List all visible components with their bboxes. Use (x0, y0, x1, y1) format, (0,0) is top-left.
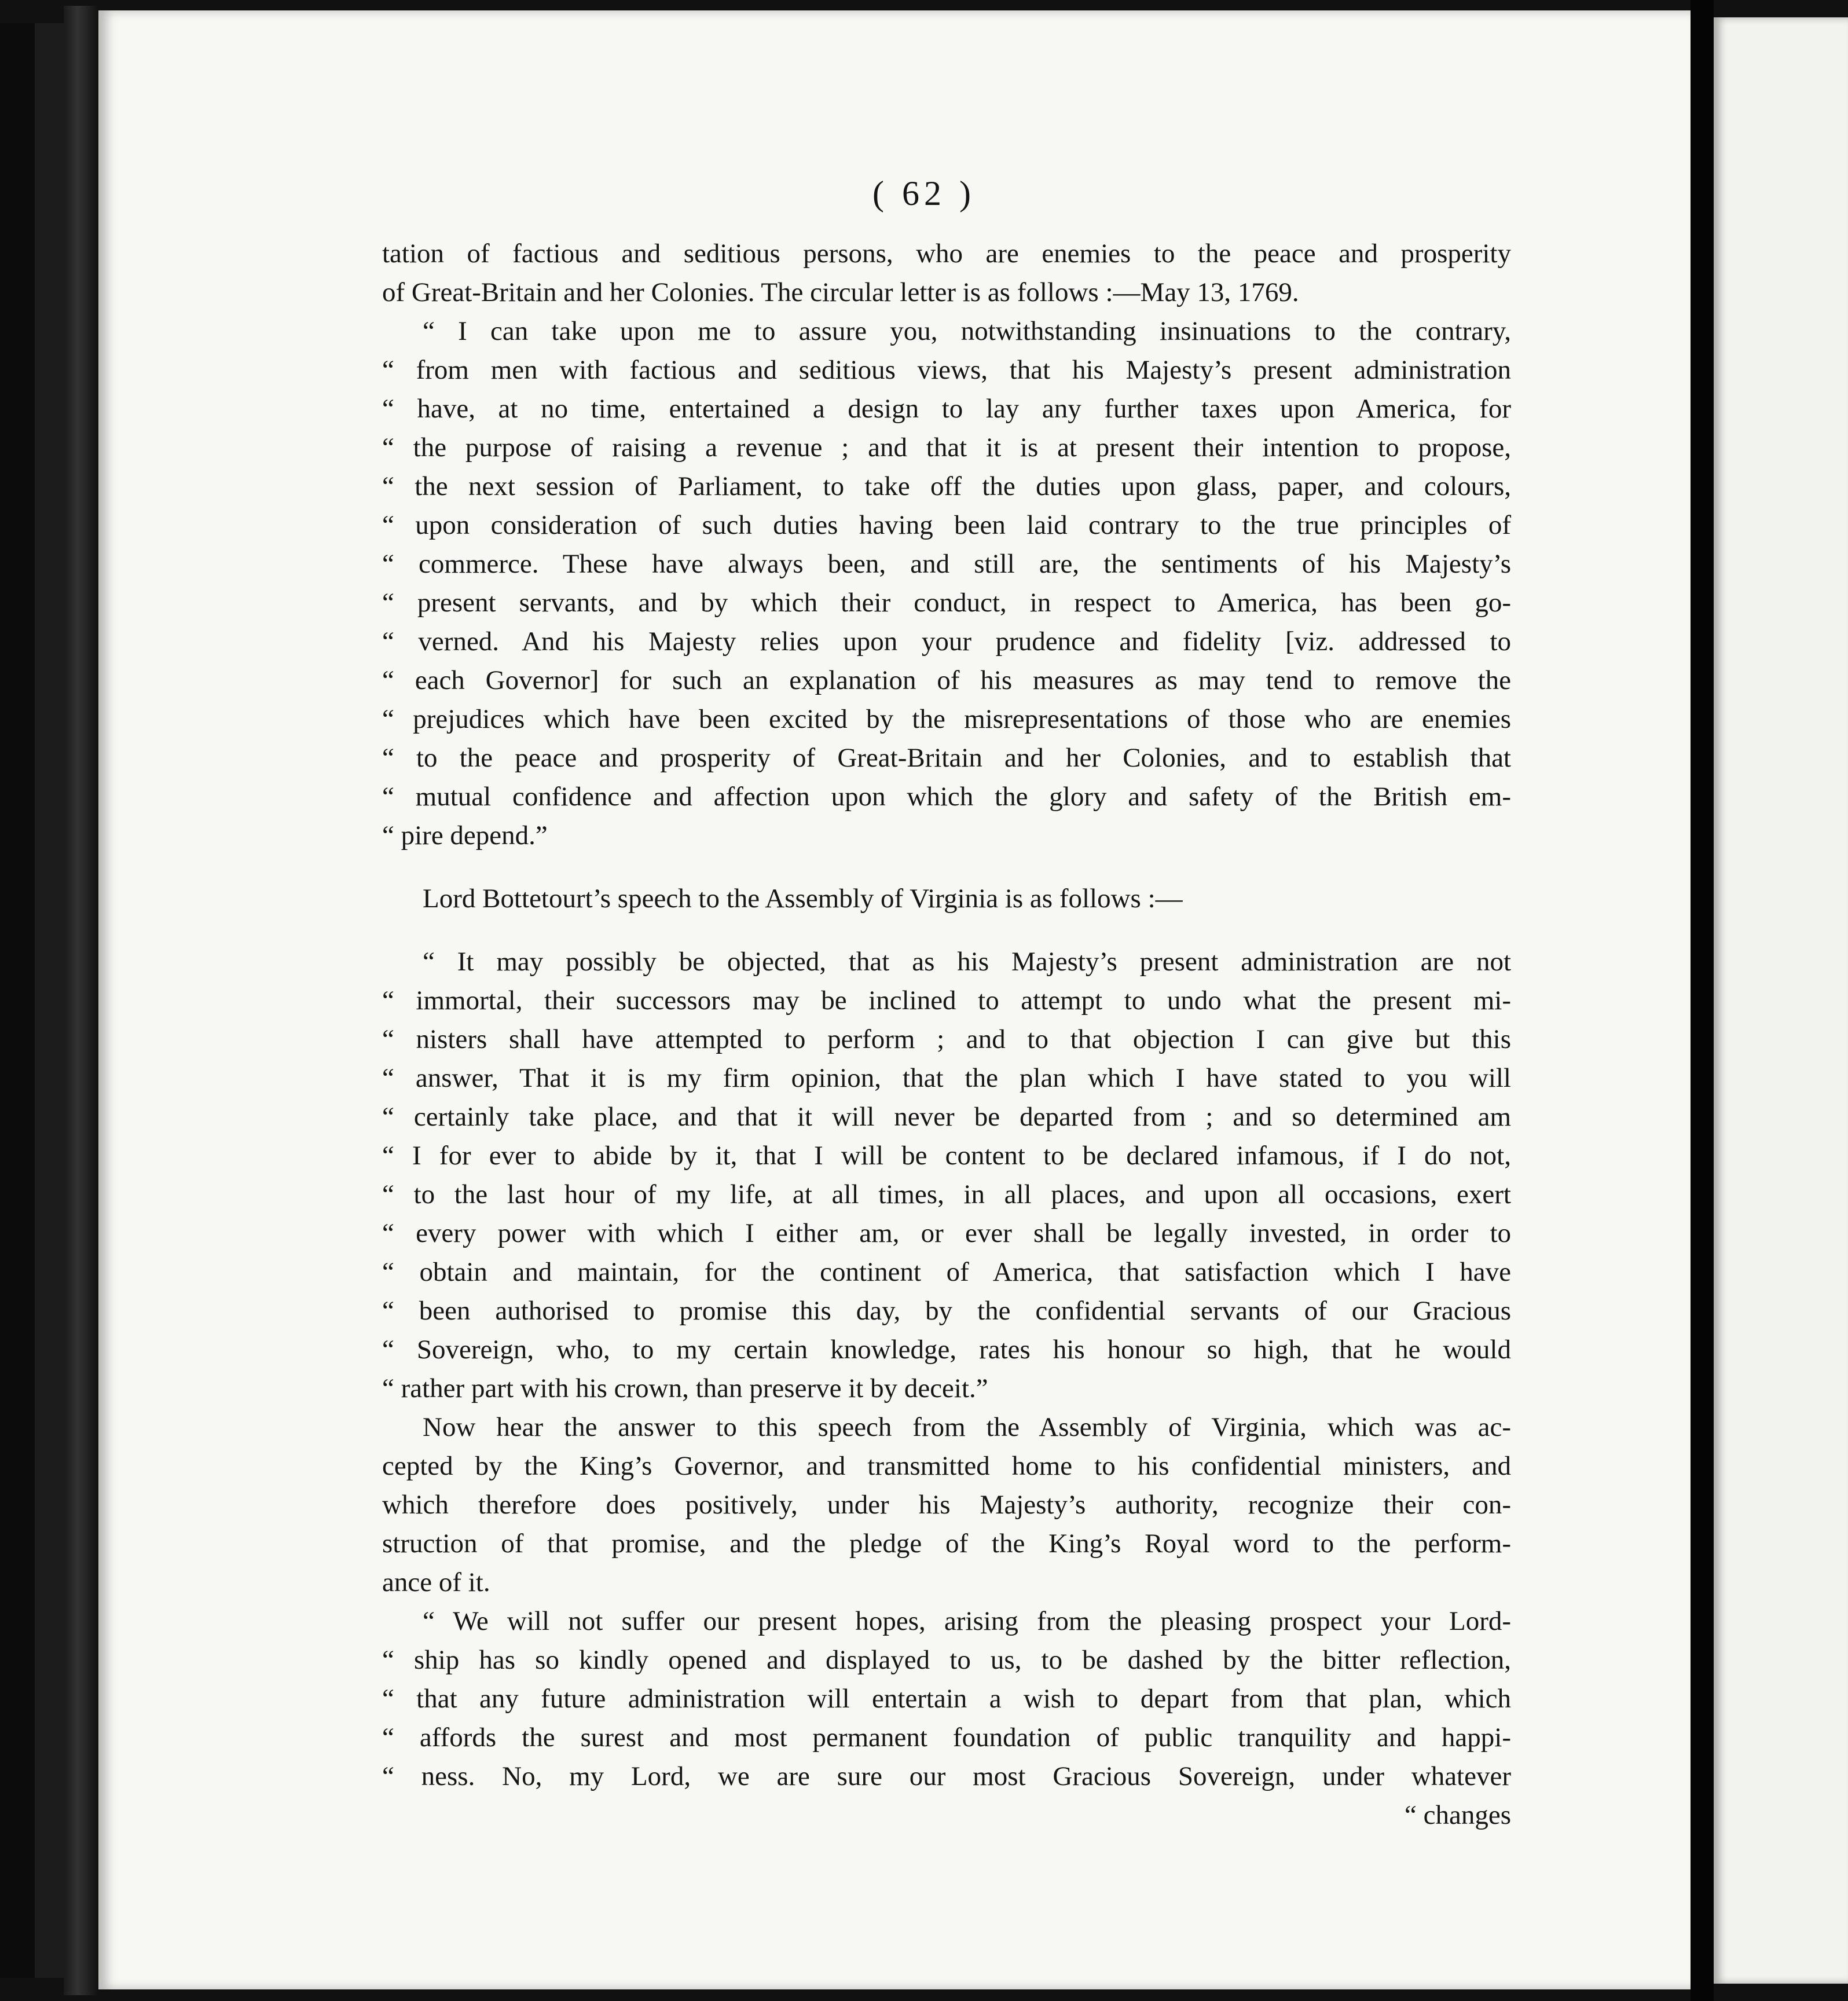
text-line: “ upon consideration of such duties having been laid contrary to the true principles of (382, 510, 1511, 540)
text-line: “ affords the surest and most permanent foundation of public tranquility and happi- (382, 1723, 1511, 1753)
text-line: “ verned. And his Majesty relies upon your prudence and fidelity [viz. addressed to (382, 626, 1511, 657)
paragraph-gap (382, 918, 1511, 943)
adjacent-page-edge (1714, 17, 1848, 1984)
text-line: “ that any future administration will entertain a wish to depart from that plan, which (382, 1684, 1511, 1714)
text-line: “ each Governor] for such an explanation of his measures as may tend to remove the (382, 665, 1511, 695)
text-line: “ mutual confidence and affection upon which the glory and safety of the British em- (382, 782, 1511, 812)
text-line: tation of factious and seditious persons, who are enemies to the peace and prosperity (382, 239, 1511, 269)
text-line: “ the purpose of raising a revenue ; and that it is at present their intention to propose, (382, 433, 1511, 463)
text-line: “ Sovereign, who, to my certain knowledge, rates his honour so high, that he would (382, 1335, 1511, 1365)
text-line: “ have, at no time, entertained a design to lay any further taxes upon America, for (382, 394, 1511, 424)
text-line: “ ship has so kindly opened and displayed to us, to be dashed by the bitter reflection, (382, 1645, 1511, 1675)
paragraph-gap (382, 855, 1511, 879)
text-line: “ It may possibly be objected, that as his Majesty’s present administration are not (423, 947, 1511, 977)
text-line: “ immortal, their successors may be inclined to attempt to undo what the present mi- (382, 985, 1511, 1016)
text-line: which therefore does positively, under his Majesty’s authority, recognize their con- (382, 1490, 1511, 1520)
page-number: ( 62 ) (872, 174, 976, 212)
text-line: “ We will not suffer our present hopes, arising from the pleasing prospect your Lord- (423, 1606, 1511, 1636)
text-line: “ rather part with his crown, than preserve it by deceit.” (382, 1373, 988, 1403)
text-line: “ to the last hour of my life, at all times, in all places, and upon all occasions, exert (382, 1179, 1511, 1210)
text-line: “ every power with which I either am, or ever shall be legally invested, in order to (382, 1218, 1511, 1248)
text-line: “ nisters shall have attempted to perform ; and to that objection I can give but this (382, 1024, 1511, 1054)
text-line: “ certainly take place, and that it will never be departed from ; and so determined am (382, 1102, 1511, 1132)
text-line: “ to the peace and prosperity of Great-Britain and her Colonies, and to establish that (382, 743, 1511, 773)
text-line: “ prejudices which have been excited by the misrepresentations of those who are enemies (382, 704, 1511, 734)
book-spine-edge (64, 6, 98, 1995)
text-line: “ been authorised to promise this day, by the confidential servants of our Gracious (382, 1296, 1511, 1326)
text-line: “ the next session of Parliament, to take off the duties upon glass, paper, and colours, (382, 471, 1511, 501)
text-line: “ obtain and maintain, for the continent of America, that satisfaction which I have (382, 1257, 1511, 1287)
text-line: “ from men with factious and seditious views, that his Majesty’s present administration (382, 355, 1511, 385)
text-line: “ pire depend.” (382, 820, 548, 851)
text-line: “ commerce. These have always been, and still are, the sentiments of his Majesty’s (382, 549, 1511, 579)
text-line: “ I for ever to abide by it, that I will be content to be declared infamous, if I do not, (382, 1141, 1511, 1171)
text-line: Lord Bottetourt’s speech to the Assembly of Virginia is as follows :— (423, 884, 1183, 914)
text-line: Now hear the answer to this speech from the Assembly of Virginia, which was ac- (423, 1412, 1511, 1442)
catchword: “ changes (1405, 1800, 1511, 1830)
text-line: cepted by the King’s Governor, and transmitted home to his confidential ministers, and (382, 1451, 1511, 1481)
page-body (382, 234, 1511, 1835)
text-line: “ ness. No, my Lord, we are sure our most Gracious Sovereign, under whatever (382, 1761, 1511, 1791)
text-line: “ I can take upon me to assure you, notwithstanding insinuations to the contrary, (423, 316, 1511, 346)
text-line: struction of that promise, and the pledge of the King’s Royal word to the perform- (382, 1529, 1511, 1559)
text-line: “ answer, That it is my firm opinion, that the plan which I have stated to you will (382, 1063, 1511, 1093)
text-line: “ present servants, and by which their conduct, in respect to America, has been go- (382, 588, 1511, 618)
text-line: ance of it. (382, 1567, 490, 1597)
book-gutter (1691, 0, 1714, 2001)
text-line: of Great-Britain and her Colonies. The circular letter is as follows :—May 13, 1769. (382, 277, 1299, 307)
scan-left-edge (0, 0, 35, 2001)
